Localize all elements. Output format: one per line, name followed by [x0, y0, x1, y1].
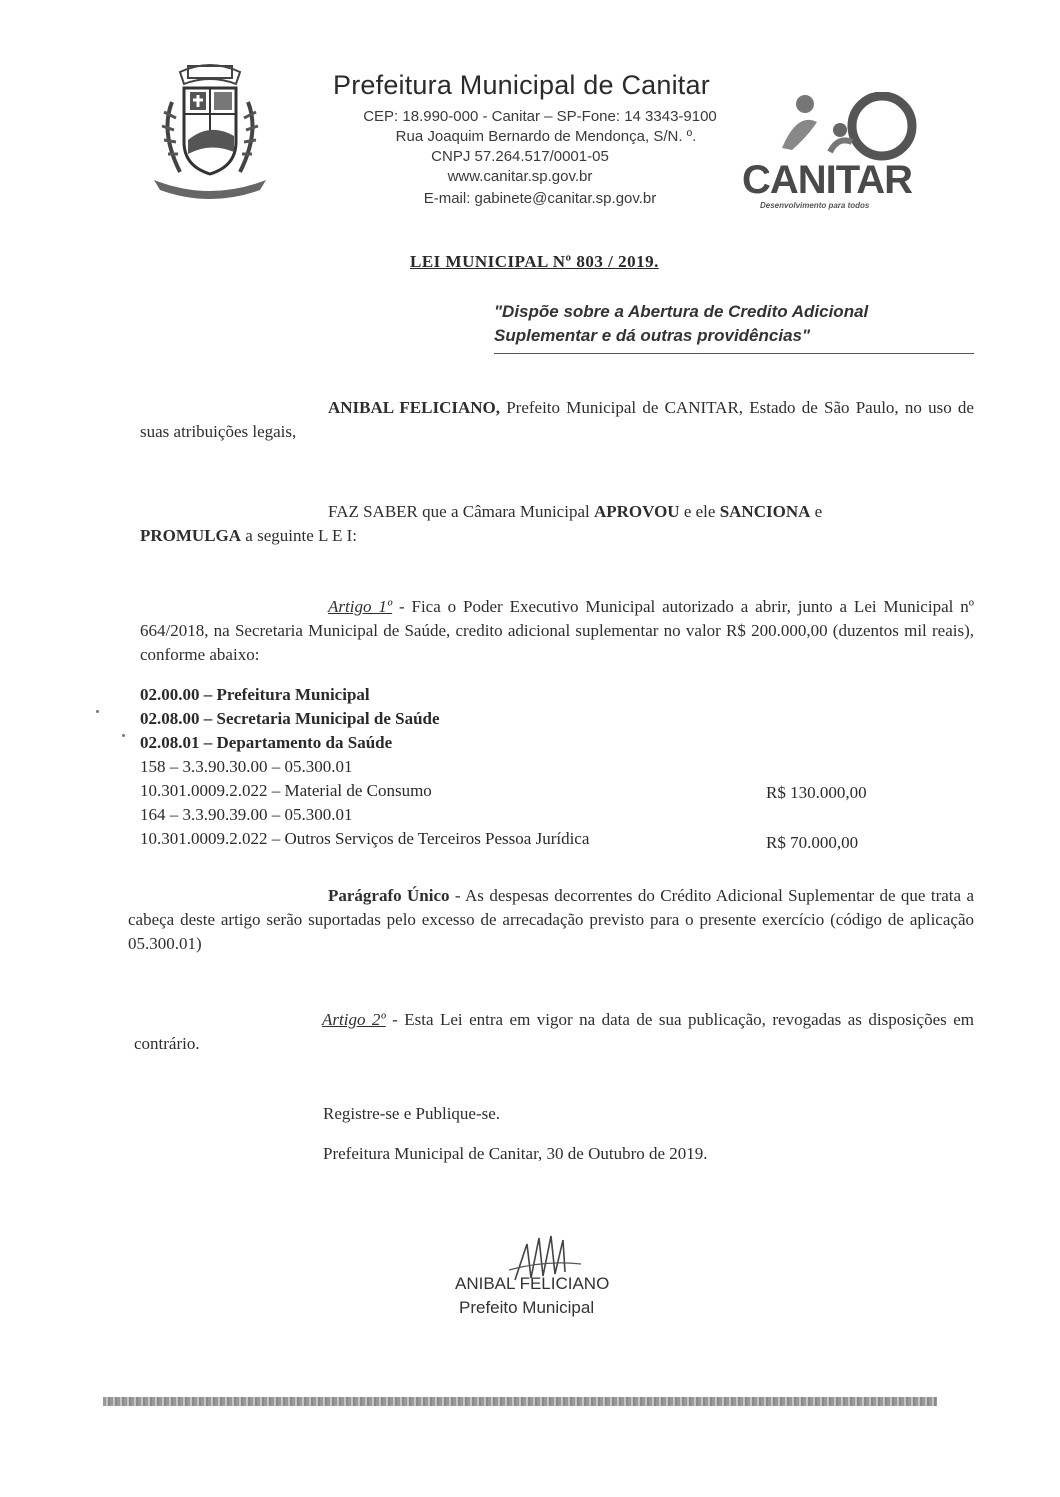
address-line: Rua Joaquim Bernardo de Mendonça, S/N. º.: [395, 128, 697, 145]
scan-speck: [96, 710, 99, 713]
enactment-approved: APROVOU: [593, 502, 680, 521]
budget-line-3: 164 – 3.3.90.39.00 – 05.300.01: [140, 805, 353, 824]
article-1-label: Artigo 1º: [328, 597, 393, 616]
sole-paragraph-text: - As despesas decorrentes do Crédito Adicional Suplementar de que trata a cabeça deste artigo serão suportadas pelo excesso de arrecadação previsto para o presente exercício (código de aplicação 05.300.01): [128, 886, 974, 953]
register-publish-line: Registre-se e Publique-se.: [323, 1104, 501, 1123]
article-2-paragraph: [134, 1008, 974, 1056]
enactment-text-2: e ele: [679, 502, 720, 521]
footer-rule: [103, 1397, 937, 1406]
municipality-title: Prefeitura Municipal de Canitar: [333, 70, 710, 100]
summary-underline: [494, 353, 974, 354]
budget-org-2: 02.08.00 – Secretaria Municipal de Saúde: [140, 709, 440, 728]
enactment-sanctions: SANCIONA: [719, 502, 811, 521]
budget-value-2: R$ 70.000,00: [766, 833, 859, 852]
preamble-paragraph: [140, 396, 974, 444]
budget-line-4-desc: 10.301.0009.2.022 – Outros Serviços de Terceiros Pessoa Jurídica: [140, 829, 590, 848]
enactment-text-3: e: [810, 502, 823, 521]
article-1-paragraph: [140, 595, 974, 667]
enactment-text-1: FAZ SABER que a Câmara Municipal: [328, 502, 594, 521]
logo-tagline: Desenvolvimento para todos: [760, 201, 870, 210]
article-2-label: Artigo 2º: [322, 1010, 386, 1029]
enactment-paragraph: [140, 500, 974, 548]
place-date-line: Prefeitura Municipal de Canitar, 30 de Outubro de 2019.: [323, 1144, 708, 1163]
budget-line-2: [140, 779, 920, 803]
logo-wordmark: CANITAR: [742, 158, 913, 202]
budget-line-4: [140, 827, 920, 851]
sole-paragraph: [128, 884, 974, 956]
budget-value-1: R$ 130.000,00: [766, 783, 867, 802]
email-line: E-mail: gabinete@canitar.sp.gov.br: [423, 190, 657, 207]
coat-of-arms-icon: [150, 62, 270, 202]
article-2-text: - Esta Lei entra em vigor na data de sua publicação, revogadas as disposições em contrário.: [134, 1010, 974, 1053]
law-summary-line-2: Suplementar e dá outras providências": [494, 326, 811, 345]
budget-org-3: 02.08.01 – Departamento da Saúde: [140, 733, 393, 752]
signatory-name: ANIBAL FELICIANO: [455, 1274, 610, 1293]
budget-line-2-desc: 10.301.0009.2.022 – Material de Consumo: [140, 781, 432, 800]
article-1-text: - Fica o Poder Executivo Municipal autorizado a abrir, junto a Lei Municipal nº 664/2018, na Secretaria Municipal de Saúde, credito adicional suplementar no valor R$ 200.000,00 (duzentos mil reais), conforme abaixo:: [140, 597, 974, 664]
enactment-promulgates: PROMULGA: [140, 526, 242, 545]
cnpj-line: CNPJ 57.264.517/0001-05: [431, 148, 609, 165]
website-line: www.canitar.sp.gov.br: [447, 168, 593, 185]
law-summary-line-1: "Dispõe sobre a Abertura de Credito Adicional: [494, 302, 869, 321]
budget-org-1: 02.00.00 – Prefeitura Municipal: [140, 685, 370, 704]
budget-allocation-list: [140, 683, 920, 851]
preamble-text: Prefeito Municipal de CANITAR, Estado de São Paulo, no uso de suas atribuições legais,: [140, 398, 974, 441]
sole-paragraph-label: Parágrafo Único: [328, 886, 450, 905]
law-title: LEI MUNICIPAL Nº 803 / 2019.: [410, 252, 659, 271]
enactment-text-4: a seguinte L E I:: [241, 526, 358, 545]
signatory-role: Prefeito Municipal: [459, 1298, 595, 1317]
mayor-name: ANIBAL FELICIANO,: [328, 398, 500, 417]
scan-speck: [122, 734, 125, 737]
budget-line-1: 158 – 3.3.90.30.00 – 05.300.01: [140, 757, 353, 776]
law-summary: [494, 300, 974, 348]
cep-phone-line: CEP: 18.990-000 - Canitar – SP-Fone: 14 3343-9100: [363, 108, 717, 125]
